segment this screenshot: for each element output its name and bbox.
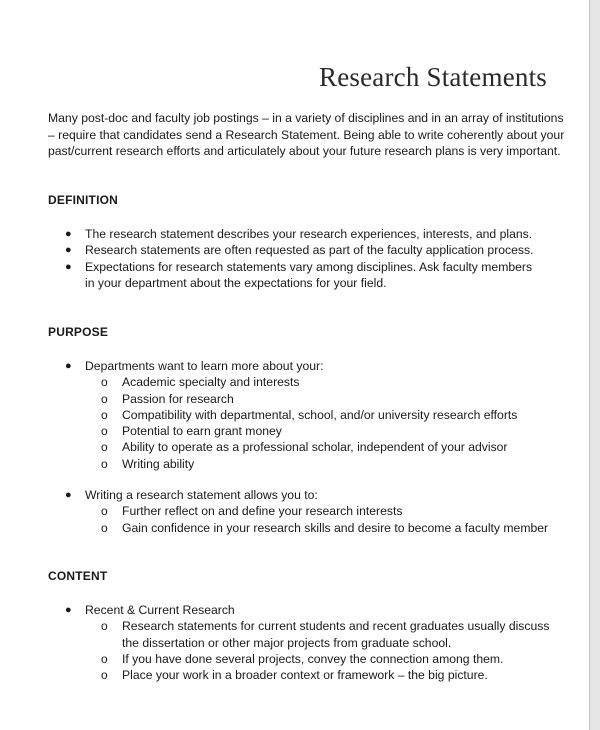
sublist-item: o Place your work in a broader context or framework – the big picture. [101,668,488,683]
sublist-item: o Potential to earn grant money [101,424,282,439]
bullet-icon: ● [65,244,72,257]
purpose-list-1 [0,358,540,472]
sublist-item: o Compatibility with departmental, school, and/or university research efforts [101,407,518,422]
sublist [85,374,540,472]
bullet-icon: ● [65,228,72,240]
sublist [85,503,549,536]
sublist-item: o Research statements for current students and recent graduates usually discuss the dissertation or other major projects from graduate school. [101,619,550,650]
sublist-item: o Academic specialty and interests [101,375,300,390]
circle-bullet-icon: o [101,375,108,390]
page-edge [590,0,600,730]
purpose-list-2 [0,487,549,536]
sublist-item: o If you have done several projects, convey the connection among them. [101,651,504,666]
circle-bullet-icon: o [101,407,108,422]
intro-paragraph: Many post-doc and faculty job postings – in a variety of disciplines and in an array of institutions – require that candidates send a Research Statement. Being able to write coherently about your past/current research efforts and articulately about your future research plans is very important. [48,111,565,158]
bullet-icon: ● [65,260,72,273]
list-item: ● Expectations for research statements vary among disciplines. Ask faculty members in your department about the expectations for your field. [65,259,533,290]
list-item: ● Research statements are often requested as part of the faculty application process. [65,243,534,258]
circle-bullet-icon: o [101,424,108,439]
circle-bullet-icon: o [101,391,108,406]
sublist-item: o Gain confidence in your research skills and desire to become a faculty member [101,520,549,535]
content-list [0,602,550,683]
circle-bullet-icon: o [101,440,108,455]
bullet-icon: ● [65,604,72,616]
circle-bullet-icon: o [101,619,108,634]
list-item: ● Departments want to learn more about your: o Academic specialty and interests o Passion for research o Compatibility with departmental, school, and/or university research efforts o Potential to earn grant money o Ability to operate as a professional scholar, independent of your advisor o Writing ability [0,358,540,472]
sublist [85,618,550,683]
circle-bullet-icon: o [101,520,108,535]
definition-heading: DEFINITION [48,193,118,207]
definition-list [0,226,540,291]
sublist-item: o Passion for research [101,391,234,406]
sublist-item: o Ability to operate as a professional scholar, independent of your advisor [101,440,508,455]
sublist-item: o Further reflect on and define your research interests [101,504,403,519]
list-item: ● The research statement describes your research experiences, interests, and plans. [65,227,533,241]
list-item: ● Recent & Current Research o Research statements for current students and recent graduates usually discuss the dissertation or other major projects from graduate school. o If you have done several projects, convey the connection among them. o Place your work in a broader context or framework – the big picture. [0,602,540,683]
circle-bullet-icon: o [101,668,108,683]
circle-bullet-icon: o [101,651,108,666]
circle-bullet-icon: o [101,504,108,519]
bullet-icon: ● [65,360,72,372]
circle-bullet-icon: o [101,456,108,471]
purpose-heading: PURPOSE [48,325,109,339]
sublist-item: o Writing ability [101,456,195,471]
content-heading: CONTENT [48,569,108,583]
page-title: Research Statements [319,62,547,92]
list-item: ● Writing a research statement allows you to: o Further reflect on and define your research interests o Gain confidence in your research skills and desire to become a faculty member [0,487,540,536]
bullet-icon: ● [65,489,72,501]
